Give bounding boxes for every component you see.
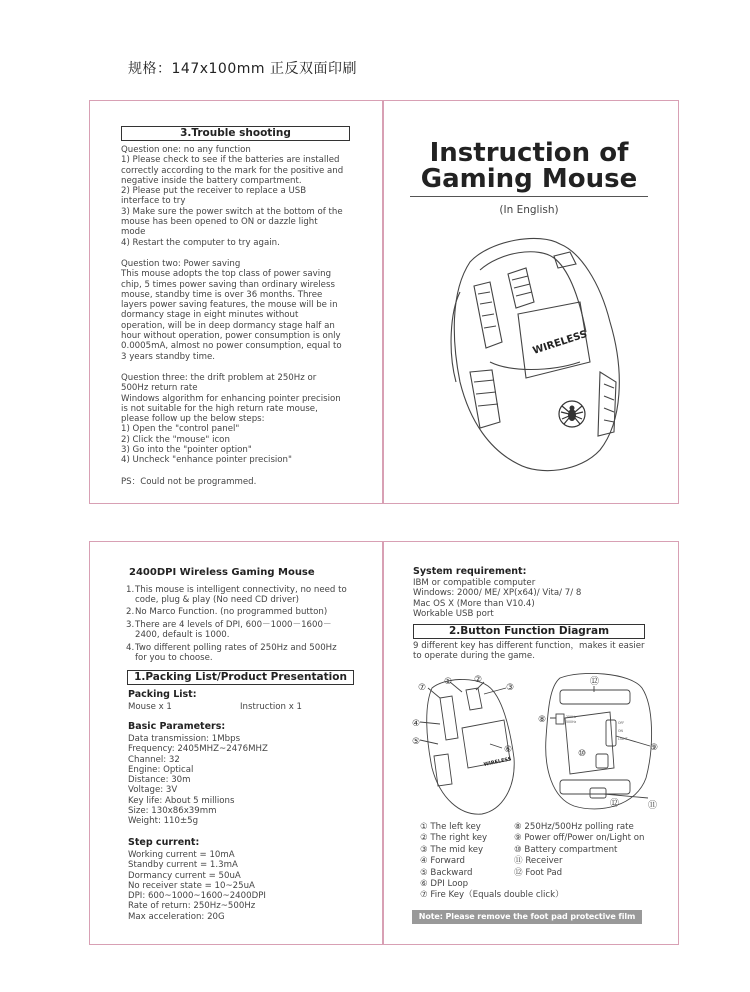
text-line: ③ The mid key [420,844,484,855]
callout-7: ⑦ [418,683,427,693]
callout-11: ⑪ [648,801,658,811]
text-line: mouse, standby time is over 36 months. Three [121,289,323,300]
system-title: System requirement: [413,566,527,577]
feature-text: There are 4 levels of DPI, 600－1000－1600－ 2400, default is 1000. [135,620,332,641]
text-line: ⑩ Battery compartment [514,844,618,855]
text-line: Question one: no any function [121,145,251,155]
feature-number: 2. [126,607,135,617]
footpad-note: Note: Please remove the foot pad protective film before use! [412,910,642,924]
text-line: mode [121,227,146,238]
text-line: chip, 5 times power saving than ordinary wireless [121,279,335,290]
text-line: Engine: Optical [128,764,194,775]
current-list [128,850,266,922]
text-line: Working current = 10mA [128,850,235,860]
feature-text: Two different polling rates of 250Hz and 500Hz for you to choose. [135,643,337,664]
feature-number: 4. [126,643,135,653]
text-line: Key life: About 5 millions [128,795,235,806]
feature-item-2 [126,607,327,617]
feature-item-1 [126,585,347,606]
troubleshooting-q1 [121,145,343,248]
feature-item-4 [126,643,337,664]
text-line: Size: 130x86x39mm [128,806,217,817]
text-line: hour without operation, power consumption is only [121,331,341,342]
callout-9: ⑨ [650,743,659,753]
text-line: Workable USB port [413,608,494,619]
cover-title [410,140,648,192]
label-light: LIGHT [618,737,628,741]
troubleshooting-q2 [121,259,342,362]
text-line: layers power saving features, the mouse will be in [121,300,338,311]
callout-4: ④ [412,719,421,729]
text-line: Distance: 30m [128,775,191,786]
packing-heading: 1.Packing List/Product Presentation [127,670,354,685]
text-line: DPI: 600~1000~1600~2400DPI [128,891,266,902]
text-line: IBM or compatible computer [413,578,536,588]
mouse-wireless-text: WIRELESS [531,328,589,357]
text-line: 0.0005mA, almost no power consumption, equal to [121,341,342,352]
diagram-wireless-text: WIRELESS [483,756,513,768]
text-line: ① The left key [420,822,481,832]
text-line: No receiver state = 10~25uA [128,880,255,891]
text-line: Frequency: 2405MHZ~2476MHZ [128,744,268,755]
troubleshooting-q3 [121,373,341,466]
packing-item-instruction: Instruction x 1 [240,702,303,712]
text-line: ⑪ Receiver [514,856,563,867]
callout-1: ① [444,677,453,687]
text-line: ⑦ Fire Key（Equals double click） [420,890,564,901]
text-line: negative inside the battery compartment. [121,175,302,186]
params-list [128,734,268,827]
cover-language: (In English) [499,204,559,216]
text-line: mouse has been opened to ON or dazzle light [121,217,318,228]
text-line: 4) Restart the computer to try again. [121,237,280,248]
troubleshooting-heading: 3.Trouble shooting [121,126,350,141]
text-line: 4) Uncheck "enhance pointer precision" [121,455,292,466]
text-line: 9 different key has different function，makes it easier [413,641,645,651]
product-heading: 2400DPI Wireless Gaming Mouse [129,567,315,578]
text-line: Weight: 110±5g [128,816,199,827]
text-line: 1) Please check to see if the batteries are installed [121,155,340,166]
callout-8: ⑧ [538,715,547,725]
label-500hz: 500Hz [566,720,577,724]
text-line: Mac OS X (More than V10.4) [413,598,535,609]
packing-item-mouse: Mouse x 1 [128,702,172,712]
text-line: This mouse adopts the top class of power saving [121,269,332,280]
text-line: Question three: the drift problem at 250Hz or [121,373,317,383]
callout-6: ⑥ [504,745,513,755]
packing-title: Packing List: [128,689,197,700]
text-line: Max acceleration: 20G [128,911,225,922]
troubleshooting-ps: PS：Could not be programmed. [121,477,257,487]
text-line: ④ Forward [420,856,465,867]
text-line: ⑫ Foot Pad [514,867,563,878]
text-line: Voltage: 3V [128,785,178,796]
text-line: Windows: 2000/ ME/ XP(x64)/ Vita/ 7/ 8 [413,588,582,599]
label-off: OFF [618,721,625,725]
callout-12-top: ⑫ [590,677,600,687]
title-divider [410,196,648,197]
legend-right [514,822,644,879]
text-line: is not suitable for the high return rate mouse, [121,403,318,414]
text-line: Windows algorithm for enhancing pointer precision [121,393,341,404]
current-title: Step current: [128,837,200,848]
text-line: Dormancy current = 50uA [128,870,241,881]
text-line: ② The right key [420,833,488,844]
text-line: Rate of return: 250Hz~500Hz [128,901,256,912]
text-line: 2) Click the "mouse" icon [121,434,230,445]
text-line: Data transmission: 1Mbps [128,734,241,744]
feature-text: No Marco Function. (no programmed button) [135,607,328,617]
feature-text: This mouse is intelligent connectivity, no need to code, plug & play (No need CD driver) [135,585,347,606]
text-line: please follow up the below steps: [121,414,265,425]
text-line: 500Hz return rate [121,383,198,394]
feature-number: 1. [126,585,135,595]
mouse-illustration [430,222,640,482]
text-line: Standby current = 1.3mA [128,860,238,871]
text-line: operation, will be in deep dormancy stage half an [121,320,335,331]
text-line: 2) Please put the receiver to replace a USB [121,186,307,197]
callout-12-bottom: ⑫ [610,799,620,809]
callout-3: ③ [506,683,515,693]
text-line: 3) Make sure the power switch at the bottom of the [121,206,343,217]
params-title: Basic Parameters: [128,721,226,732]
text-line: 1) Open the "control panel" [121,424,240,435]
text-line: ⑨ Power off/Power on/Light on [514,833,645,844]
cover-title-line1: Instruction of [429,138,629,168]
text-line: 3) Go into the "pointer option" [121,445,252,456]
text-line: correctly according to the mark for the positive and [121,165,344,176]
text-line: interface to try [121,196,186,207]
callout-10: ⑩ [578,749,587,759]
callout-2: ② [474,675,483,685]
label-250hz: 250Hz [566,715,577,719]
spec-line: 规格：147x100mm 正反双面印刷 [128,61,357,77]
text-line: ⑥ DPI Loop [420,879,469,890]
text-line: dormancy stage in eight minutes without [121,310,299,321]
system-lines [413,578,581,619]
label-on: ON [618,729,623,733]
callout-5: ⑤ [412,737,421,747]
text-line: 3 years standby time. [121,351,216,362]
text-line: ⑤ Backward [420,867,473,878]
text-line: ⑧ 250Hz/500Hz polling rate [514,822,634,832]
text-line: Question two: Power saving [121,259,241,269]
text-line: to operate during the game. [413,651,535,662]
button-diagram-heading: 2.Button Function Diagram [413,624,645,639]
button-diagram [410,668,660,818]
feature-item-3 [126,620,332,641]
spider-logo-icon [559,401,585,427]
cover-title-line2: Gaming Mouse [420,164,638,194]
text-line: Channel: 32 [128,754,180,765]
button-intro [413,641,645,662]
feature-number: 3. [126,620,135,630]
